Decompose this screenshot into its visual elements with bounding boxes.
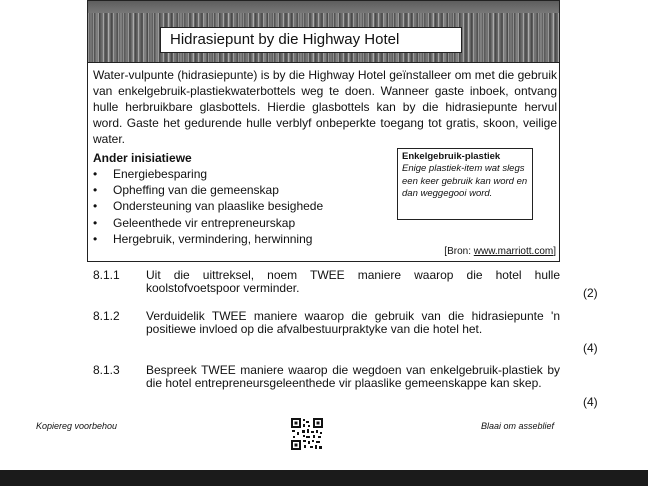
question-number: 8.1.3 <box>93 363 120 377</box>
list-item: • Energiebesparing <box>93 166 323 182</box>
hydration-station-photo <box>88 1 559 63</box>
definition-title: Enkelgebruik-plastiek <box>402 151 501 162</box>
list-item: • Geleenthede vir entrepreneurskap <box>93 215 323 231</box>
question-text: Verduidelik TWEE maniere waarop die gebruik van die hidrasiepunte 'n positiewe invloed op die afvalbestuurpraktyke van die hotel het. <box>146 309 560 336</box>
question-text: Bespreek TWEE maniere waarop die wegdoen van enkelgebruik-plastiek by die hotel entrepreneursgeleenthede vir plaaslike gemeenskappe kan skep. <box>146 363 560 390</box>
bottom-bar <box>0 470 648 486</box>
question-8-1-3 <box>93 364 603 408</box>
question-number: 8.1.2 <box>93 309 120 323</box>
question-marks: (4) <box>583 395 598 409</box>
list-item: • Hergebruik, vermindering, herwinning <box>93 231 323 247</box>
question-8-1-2 <box>93 310 603 354</box>
qr-code-icon <box>290 417 324 456</box>
initiatives-heading: Ander inisiatiewe <box>93 151 192 165</box>
question-number: 8.1.1 <box>93 268 120 282</box>
list-item: • Ondersteuning van plaaslike besighede <box>93 198 323 214</box>
question-marks: (4) <box>583 341 598 355</box>
source-extract-box <box>87 0 560 262</box>
question-8-1-1 <box>93 268 603 300</box>
source-link[interactable]: www.marriott.com <box>473 246 554 257</box>
question-marks: (2) <box>583 286 598 300</box>
question-text: Uit die uittreksel, noem TWEE maniere waarop die hotel hulle koolstofvoetspoor verminder. <box>146 268 560 295</box>
copyright-notice: Kopiereg voorbehou <box>36 421 118 431</box>
initiatives-list <box>93 166 323 247</box>
photo-caption: Hidrasiepunt by die Highway Hotel <box>160 27 462 53</box>
source-credit: [Bron: www.marriott.com] <box>444 246 556 257</box>
extract-paragraph: Water-vulpunte (hidrasiepunte) is by die Highway Hotel geïnstalleer om met die gebruik van enkelgebruik-plastiekwaterbottels weg te doen. Wanneer gaste inboek, ontvang hulle herbruikbare glasbottels. Hierdie glasbottels kan by die hidrasiepunte hervul word. Gaste het gedurende hulle verblyf onbeperkte toegang tot gratis, skoon, veilige water. <box>93 68 557 146</box>
definition-box <box>397 148 533 220</box>
list-item: • Opheffing van die gemeenskap <box>93 182 323 198</box>
definition-text: Enige plastiek-item wat slegs een keer gebruik kan word en dan weggegooi word. <box>402 163 528 199</box>
page-turn-notice: Blaai om asseblief <box>481 421 555 431</box>
